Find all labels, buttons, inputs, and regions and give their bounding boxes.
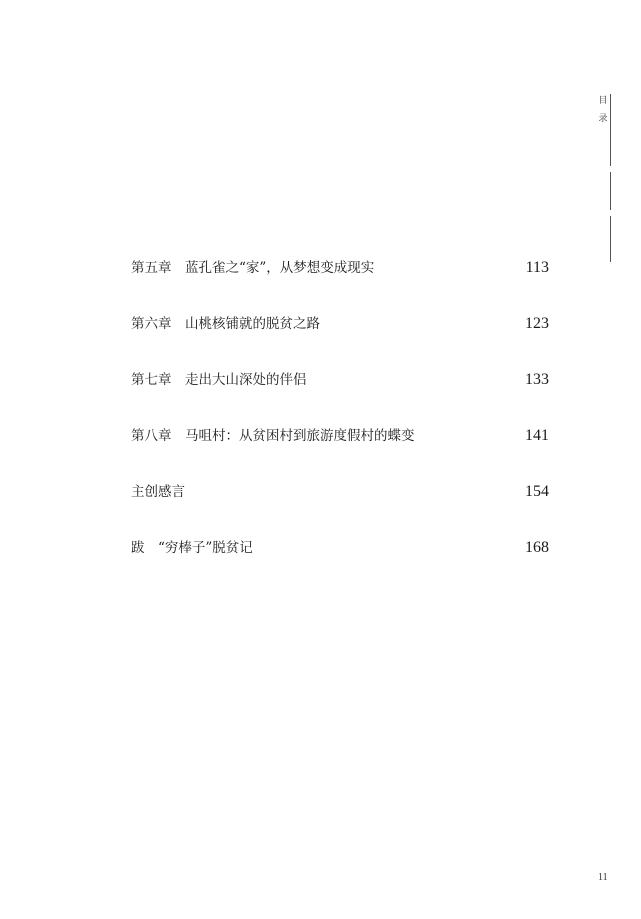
running-header-char: 目 [598,96,608,106]
toc-entry-page: 123 [525,315,549,332]
toc-entry-title: 第五章 蓝孔雀之“家”，从梦想变成现实 [131,260,375,276]
running-header-rule [610,172,611,210]
toc-entry-page: 133 [525,371,549,388]
toc-entry [131,314,551,370]
toc-entry-title: 第七章 走出大山深处的伴侣 [131,372,307,388]
toc-entry [131,370,551,426]
table-of-contents [131,258,551,594]
toc-entry [131,258,551,314]
toc-entry-page: 141 [525,427,549,444]
running-header-rule [610,216,611,262]
toc-entry [131,538,551,594]
toc-entry-page: 168 [525,539,549,556]
page-number: 11 [598,872,608,883]
toc-entry-title: 跋 “穷棒子”脱贫记 [131,540,253,556]
running-header-label [596,92,610,128]
toc-entry [131,482,551,538]
toc-entry-title: 第八章 马咀村：从贫困村到旅游度假村的蝶变 [131,428,415,444]
running-header-char: 录 [598,114,608,124]
toc-entry-title: 主创感言 [131,484,185,500]
toc-entry-page: 113 [525,259,549,276]
running-header-rule [610,94,611,166]
running-header-tab [596,92,616,262]
toc-entry-title: 第六章 山桃核铺就的脱贫之路 [131,316,320,332]
toc-entry-page: 154 [525,483,549,500]
toc-entry [131,426,551,482]
